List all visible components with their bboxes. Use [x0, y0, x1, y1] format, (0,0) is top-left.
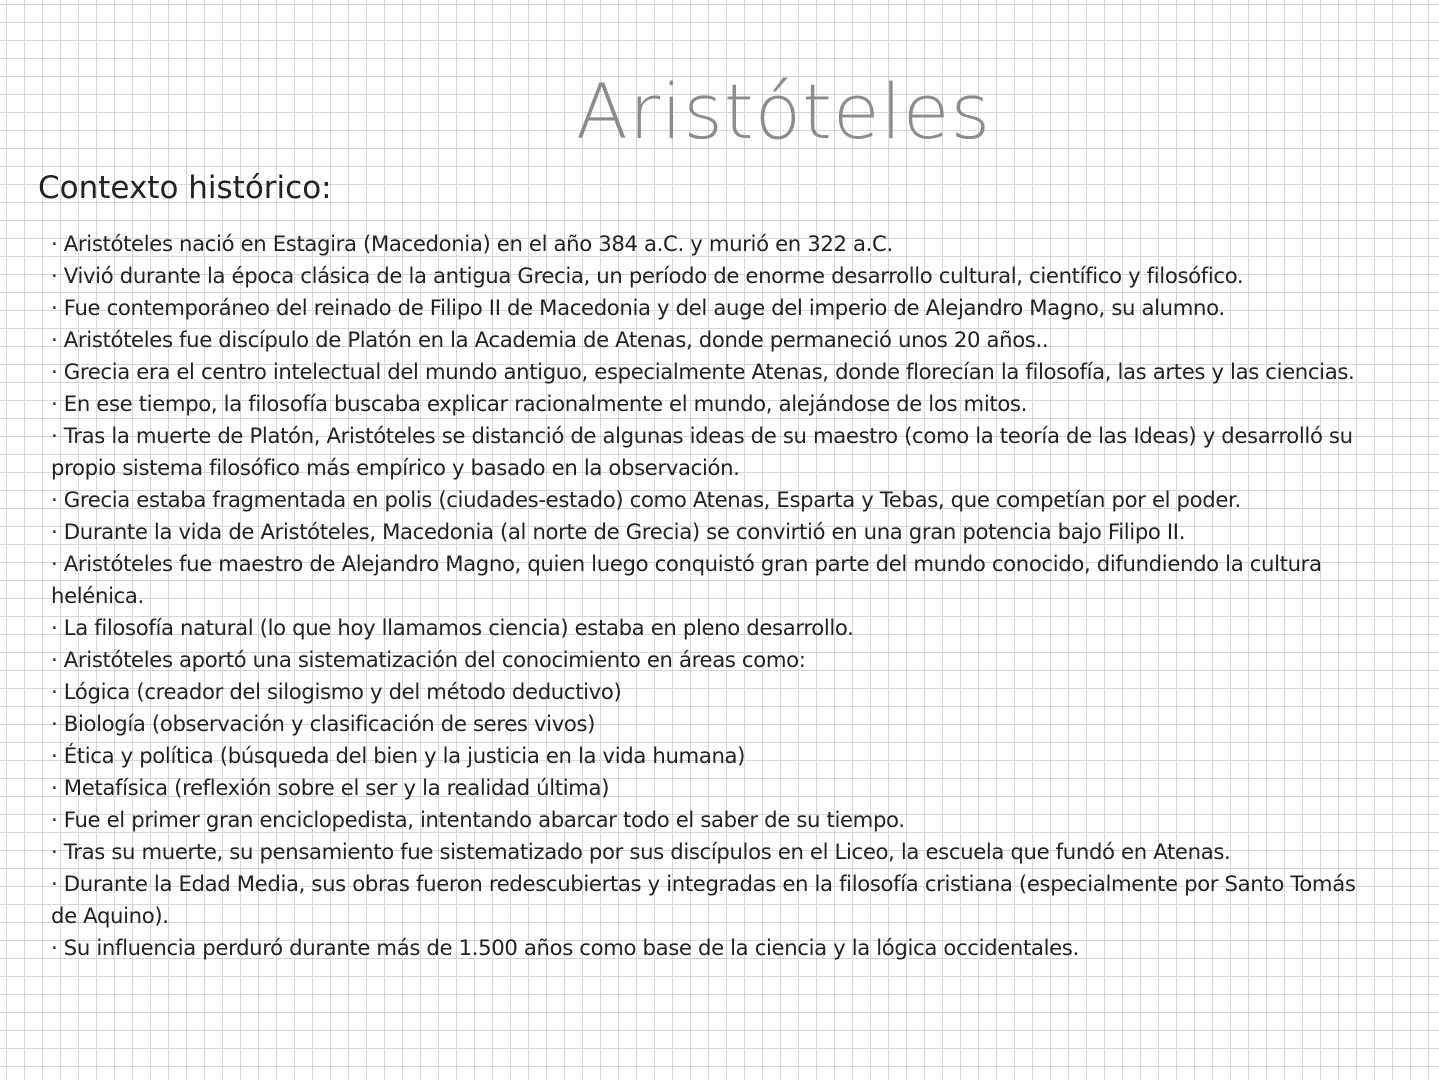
list-item: · Grecia estaba fragmentada en polis (ciudades-estado) como Atenas, Esparta y Tebas, que competían por el poder. — [51, 484, 1371, 516]
list-item: · Aristóteles fue discípulo de Platón en la Academia de Atenas, donde permaneció unos 20 años.. — [51, 324, 1371, 356]
list-item: · Ética y política (búsqueda del bien y la justicia en la vida humana) — [51, 740, 1371, 772]
list-item: · Durante la Edad Media, sus obras fueron redescubiertas y integradas en la filosofía cristiana (especialmente por Santo Tomás de Aquino). — [51, 868, 1371, 932]
list-item: · Metafísica (reflexión sobre el ser y la realidad última) — [51, 772, 1371, 804]
list-item: · Aristóteles nació en Estagira (Macedonia) en el año 384 a.C. y murió en 322 a.C. — [51, 228, 1371, 260]
list-item: · Tras su muerte, su pensamiento fue sistematizado por sus discípulos en el Liceo, la escuela que fundó en Atenas. — [51, 836, 1371, 868]
list-item: · Su influencia perduró durante más de 1.500 años como base de la ciencia y la lógica occidentales. — [51, 932, 1371, 964]
list-item: · Lógica (creador del silogismo y del método deductivo) — [51, 676, 1371, 708]
section-heading: Contexto histórico: — [38, 170, 332, 206]
list-item: · Fue el primer gran enciclopedista, intentando abarcar todo el saber de su tiempo. — [51, 804, 1371, 836]
list-item: · Biología (observación y clasificación de seres vivos) — [51, 708, 1371, 740]
list-item: · La filosofía natural (lo que hoy llamamos ciencia) estaba en pleno desarrollo. — [51, 612, 1371, 644]
list-item: · Durante la vida de Aristóteles, Macedonia (al norte de Grecia) se convirtió en una gran potencia bajo Filipo II. — [51, 516, 1371, 548]
list-item: · Aristóteles fue maestro de Alejandro Magno, quien luego conquistó gran parte del mundo conocido, difundiendo la cultura helénica. — [51, 548, 1371, 612]
list-item: · Aristóteles aportó una sistematización del conocimiento en áreas como: — [51, 644, 1371, 676]
list-item: · Vivió durante la época clásica de la antigua Grecia, un período de enorme desarrollo cultural, científico y filosófico. — [51, 260, 1371, 292]
list-item: · Tras la muerte de Platón, Aristóteles se distanció de algunas ideas de su maestro (como la teoría de las Ideas) y desarrolló su propio sistema filosófico más empírico y basado en la observación. — [51, 420, 1371, 484]
page-title: Aristóteles — [575, 67, 992, 156]
list-item: · Fue contemporáneo del reinado de Filipo II de Macedonia y del auge del imperio de Alejandro Magno, su alumno. — [51, 292, 1371, 324]
list-item: · En ese tiempo, la filosofía buscaba explicar racionalmente el mundo, alejándose de los mitos. — [51, 388, 1371, 420]
list-item: · Grecia era el centro intelectual del mundo antiguo, especialmente Atenas, donde florecían la filosofía, las artes y las ciencias. — [51, 356, 1371, 388]
bullet-list — [51, 228, 1371, 964]
